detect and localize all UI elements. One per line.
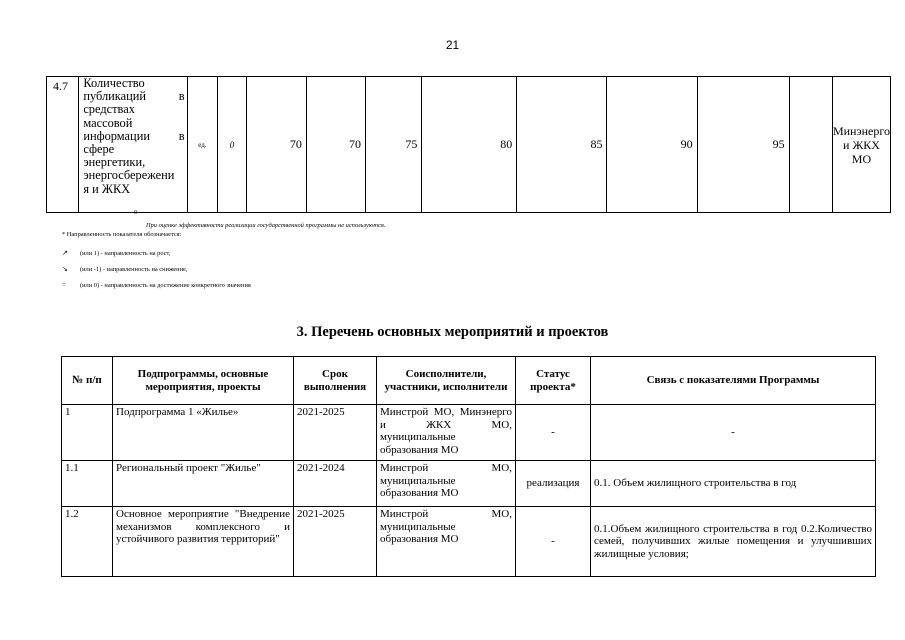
name-line: энергосбережени bbox=[83, 168, 175, 183]
equals-icon: = bbox=[62, 281, 66, 289]
indicator-responsible: Минэнерго и ЖКХ МО bbox=[832, 77, 890, 213]
notes-line: = (или 0) - направленность на достижение конкретного значения bbox=[62, 281, 251, 289]
row-number: 1 bbox=[62, 405, 113, 461]
row-number: 1.2 bbox=[62, 507, 113, 577]
row-executors: Минстрой МО, муниципальные образования МО bbox=[377, 507, 516, 577]
indicator-value: 70 bbox=[246, 77, 306, 213]
footnote-mark: 0 bbox=[134, 210, 137, 216]
arrow-up-icon: ↗ bbox=[62, 249, 68, 257]
indicator-table bbox=[46, 76, 891, 213]
row-number: 1.1 bbox=[62, 461, 113, 507]
column-header: Срок выполнения bbox=[294, 357, 377, 405]
table-header-row bbox=[62, 357, 876, 405]
row-status: - bbox=[516, 507, 591, 577]
column-header: Подпрограммы, основные мероприятия, проекты bbox=[113, 357, 294, 405]
row-term: 2021-2025 bbox=[294, 507, 377, 577]
name-line: средствах bbox=[83, 102, 135, 117]
indicator-value: 90 bbox=[607, 77, 697, 213]
indicator-number: 4.7 bbox=[47, 77, 79, 213]
column-header: Связь с показателями Программы bbox=[591, 357, 876, 405]
page-number: 21 bbox=[445, 38, 460, 52]
name-line: массовой bbox=[83, 115, 133, 130]
row-link: 0.1.Объем жилищного строительства в год 0.2.Количество семей, получивших жилые помещения и улучшивших жилищные условия; bbox=[591, 507, 876, 577]
indicator-base-value: 0 bbox=[218, 77, 246, 213]
column-header: Статус проекта* bbox=[516, 357, 591, 405]
arrow-down-icon: ↘ bbox=[62, 265, 68, 273]
table-row bbox=[47, 77, 891, 213]
column-header: Соисполнители, участники, исполнители bbox=[377, 357, 516, 405]
row-term: 2021-2024 bbox=[294, 461, 377, 507]
table-row bbox=[62, 507, 876, 577]
name-line: энергетики, bbox=[83, 155, 146, 170]
projects-table bbox=[61, 356, 876, 577]
notes-title: При оценке эффективности реализации государственной программы не используются. bbox=[146, 222, 386, 229]
indicator-value: 80 bbox=[422, 77, 517, 213]
name-line: сфере bbox=[83, 142, 115, 157]
indicator-value: 75 bbox=[366, 77, 422, 213]
table-row bbox=[62, 405, 876, 461]
notes-line: ↘ (или -1) - направленность на снижение, bbox=[62, 265, 188, 273]
row-status: - bbox=[516, 405, 591, 461]
name-line: информации bbox=[83, 128, 150, 143]
row-executors: Минстрой МО, муниципальные образования МО bbox=[377, 461, 516, 507]
notes-line: * Направленность показателя обозначается: bbox=[62, 231, 182, 238]
name-line: я и ЖКХ bbox=[83, 181, 131, 196]
row-name: Подпрограмма 1 «Жилье» bbox=[113, 405, 294, 461]
notes-line: ↗ (или 1) - направленность на рост, bbox=[62, 249, 171, 257]
row-status: реализация bbox=[516, 461, 591, 507]
name-line: в bbox=[178, 128, 185, 143]
row-name: Региональный проект "Жилье" bbox=[113, 461, 294, 507]
row-link: 0.1. Объем жилищного строительства в год bbox=[591, 461, 876, 507]
row-executors: Минстрой МО, Минэнерго и ЖКХ МО, муниципальные образования МО bbox=[377, 405, 516, 461]
row-name: Основное мероприятие "Внедрение механизмов комплексного и устойчивого развития территорий" bbox=[113, 507, 294, 577]
name-line: публикаций bbox=[83, 89, 147, 104]
indicator-value: 70 bbox=[306, 77, 365, 213]
indicator-value: 95 bbox=[697, 77, 789, 213]
name-line: в bbox=[178, 89, 185, 104]
indicator-unit: ед. bbox=[187, 77, 218, 213]
name-line: Количество bbox=[83, 76, 145, 90]
indicator-name bbox=[79, 77, 187, 213]
column-header: № п/п bbox=[62, 357, 113, 405]
table-row bbox=[62, 461, 876, 507]
indicator-value: 85 bbox=[517, 77, 607, 213]
section-title: 3. Перечень основных мероприятий и проектов bbox=[296, 324, 609, 340]
empty-cell bbox=[789, 77, 832, 213]
row-term: 2021-2025 bbox=[294, 405, 377, 461]
row-link: - bbox=[591, 405, 876, 461]
